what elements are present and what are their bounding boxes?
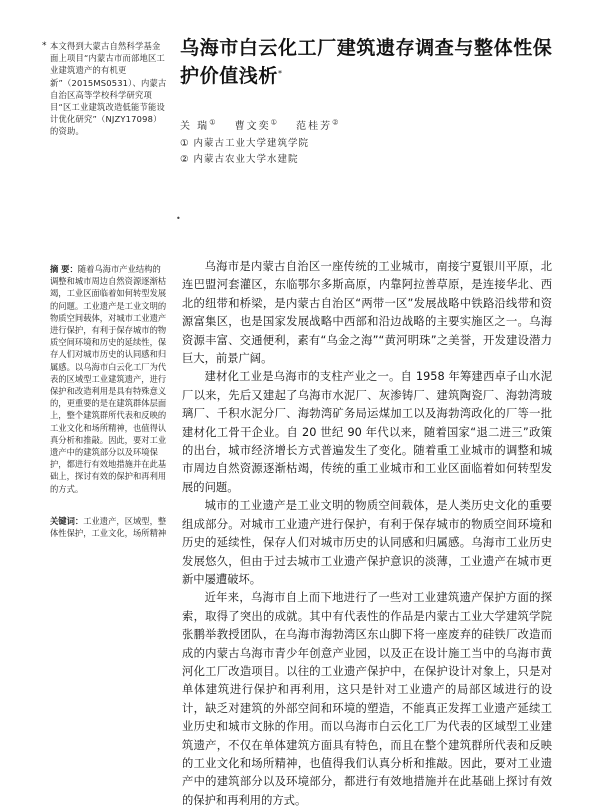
author xyxy=(180,118,216,132)
title-footnote-mark: * xyxy=(278,69,283,78)
abstract xyxy=(50,263,168,495)
scan-dot: • xyxy=(176,214,181,223)
body-paragraph: 近年来，乌海市自上而下地进行了一些对工业建筑遗产保护方面的探索，取得了突出的成就。其中有代表性的作品是内蒙古工业大学建筑学院张鹏举教授团队，在乌海市海勃湾区东山脚下将一座废弃的硅铁厂改造而成的内蒙古乌海市青少年创意产业园，以及正在设计施工当中的乌海市黄河化工厂改造项目。以往的工业遗产保护中，在保护设计对象上，只是对单体建筑进行保护和再利用，这只是针对工业遗产的局部区域进行的设计，缺乏对建筑的外部空间和环境的塑造，不能真正发挥工业遗产延续工业历史和城市文脉的作用。而以乌海市白云化工厂为代表的区域型工业建筑遗产，不仅在单体建筑方面具有特色，而且在整个建筑群所代表和反映的工业文化和场所精神，也值得我们认真分析和推敲。因此，要对工业遗产中的建筑部分以及环境部分，都进行有效地措施并在此基础上探讨有效的保护和再利用的方式。 xyxy=(182,591,552,807)
author-affil-mark: ② xyxy=(332,118,339,127)
author-name: 关 瑞 xyxy=(180,121,210,132)
author-affil-mark: ① xyxy=(270,118,277,127)
paper-title xyxy=(180,34,560,90)
keywords xyxy=(50,515,168,539)
funding-note xyxy=(42,40,168,138)
body-paragraph: 乌海市是内蒙古自治区一座传统的工业城市，南接宁夏银川平原，北连巴盟河套灌区，东临鄂尔多斯高原，内靠阿拉善草原，是连接华北、西北的纽带和桥梁，是内蒙古自治区“两带一区”发展战略中铁路沿线带和资源富集区，也是国家发展战略中西部和沿边战略的主要实施区之一。乌海资源丰富、交通便利，素有“乌金之海”“黄河明珠”之美誉，开发建设潜力巨大，前景广阔。 xyxy=(182,260,552,366)
body-paragraph: 城市的工业遗产是工业文明的物质空间载体，是人类历史文化的重要组成部分。对城市工业遗产进行保护，有利于保存城市的物质空间环境和历史的延续性，保存人们对城市历史的认同感和归属感。乌海市工业历史发展悠久，但由于过去城市工业遗产保护意识的淡薄，工业遗产在城市更新中屡遭破坏。 xyxy=(182,499,552,586)
author-name: 曹文奕 xyxy=(234,121,271,132)
author xyxy=(296,118,339,132)
author xyxy=(234,118,277,132)
abstract-label: 摘 要： xyxy=(50,264,78,274)
keywords-label: 关键词： xyxy=(50,516,84,526)
funding-text: 本文得到大蒙古自然科学基金面上项目“内蒙古市而部地区工业建筑遗产的有机更新”（2015MS0531）、内蒙古自治区高等学校科学研究项目“区工业建筑改造低能节能设计优化研究”（NJZY17098）的资助。 xyxy=(50,41,167,137)
abstract-text: 随着乌海市产业结构的调整和城市周边自然资源逐渐枯竭，工业区面临着如何转型发展的问题。工业遗产是工业文明的物质空间载体，对城市工业遗产进行保护，有利于保存城市的物质空间环境和历史的延续性，保存人们对城市历史的认同感和归属感。以乌海市白云化工厂为代表的区域型工业建筑遗产，进行保护和改造利用是具有特殊意义的，更重要的是在建筑群体层面上，整个建筑群所代表和反映的工业文化和场所精神，也值得认真分析和推敲。因此，要对工业遗产中的建筑部分以及环境保护，都进行有效地措施并在此基础上，探讨有效的保护和再利用的方式。 xyxy=(50,264,167,494)
body-paragraph: 建材化工业是乌海市的支柱产业之一。自 1958 年筹建西卓子山水泥厂以来，先后又建起了乌海市水泥厂、灰渗铸厂、建筑陶瓷厂、海勃湾玻璃厂、千积水泥分厂、海勃湾矿务局运煤加工以及海勃湾政化的厂等一批建材化工骨干企业。自 20 世纪 90 年代以来，随着国家“退二进三”政策的出台，城市经济增长方式普遍发生了变化。随着重工业城市的调整和城市周边自然资源逐渐枯竭，传统的重工业城市和工业区面临着如何转型发展的问题。 xyxy=(182,370,552,494)
title-text: 乌海市白云化工厂建筑遗存调查与整体性保护价值浅析 xyxy=(180,37,553,87)
funding-marker: * xyxy=(42,41,47,51)
author-list xyxy=(180,117,352,132)
body-text xyxy=(182,258,552,810)
author-affil-mark: ① xyxy=(209,118,216,127)
affiliation: ② 内蒙古农业大学水建院 xyxy=(180,154,299,165)
affiliation: ① 内蒙古工业大学建筑学院 xyxy=(180,138,310,149)
author-name: 范桂芳 xyxy=(296,121,333,132)
keywords-text: 工业遗产，区域型，整体性保护，工业文化，场所精神 xyxy=(50,516,167,539)
